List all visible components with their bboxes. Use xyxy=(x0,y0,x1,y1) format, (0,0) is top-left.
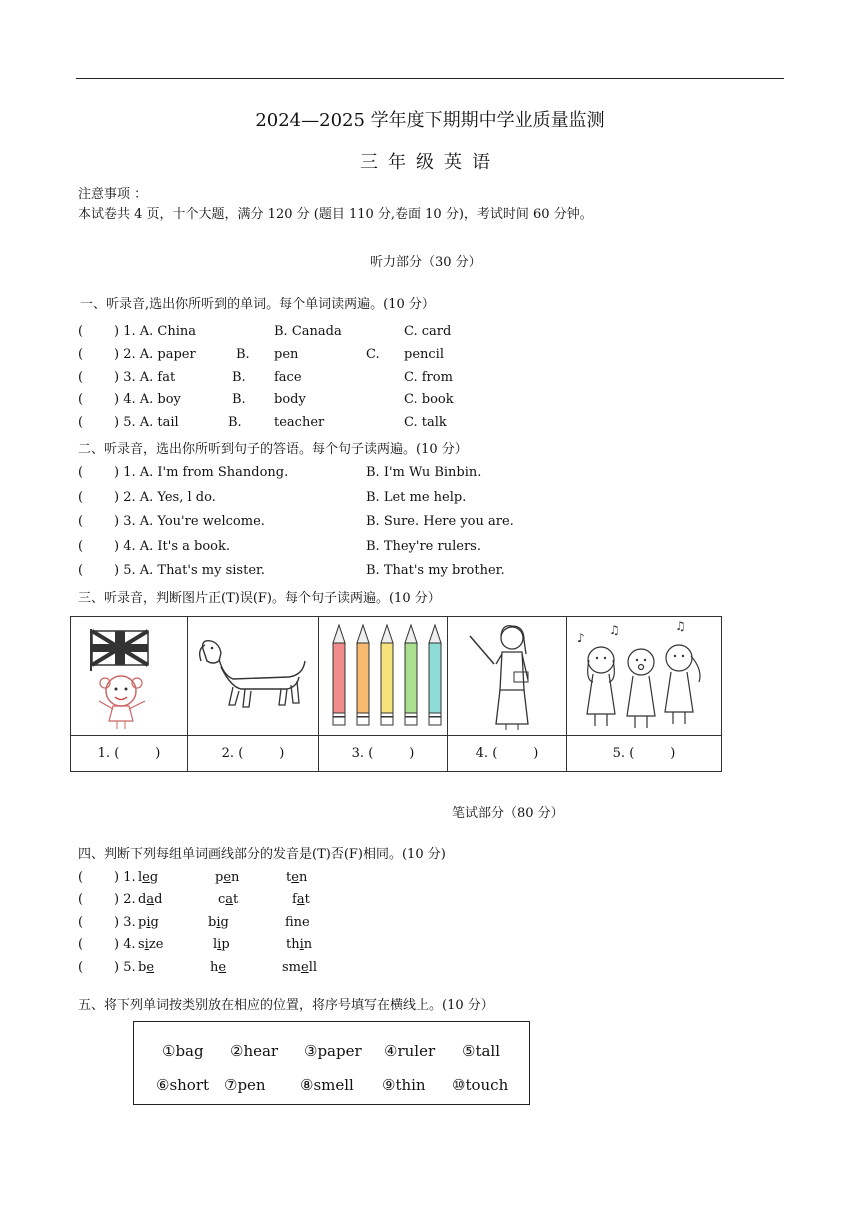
phonics-word xyxy=(286,937,312,952)
answer-paren[interactable]: ( xyxy=(78,490,84,505)
section5-heading: 五、将下列单词按类别放在相应的位置，将序号填写在横线上。(10 分） xyxy=(78,998,494,1013)
question-number: ) 5. xyxy=(114,960,136,975)
underlined-letter: a xyxy=(146,892,155,907)
response-option-b: B. Sure. Here you are. xyxy=(366,514,514,529)
word-part: f xyxy=(292,892,297,907)
question-option-a: ) 4. A. boy xyxy=(114,392,181,407)
word-part: l xyxy=(138,870,143,885)
word-part: g xyxy=(149,870,159,885)
picture-answer-number: 1. ( xyxy=(97,746,120,761)
picture-answer-close: ) xyxy=(670,746,676,761)
picture-answer-close: ) xyxy=(155,746,161,761)
picture-answer-cell[interactable] xyxy=(448,736,567,772)
word-item: ①bag xyxy=(162,1042,204,1060)
underlined-letter: i xyxy=(216,915,221,930)
picture-table xyxy=(70,616,722,772)
word-part: b xyxy=(138,960,147,975)
underlined-letter: e xyxy=(218,960,227,975)
phonics-word xyxy=(215,870,239,885)
answer-paren[interactable]: ( xyxy=(78,370,84,385)
phonics-word xyxy=(210,960,226,975)
picture-answer-number: 3. ( xyxy=(351,746,374,761)
section1-heading: 一、听录音,选出你所听到的单词。每个单词读两遍。(10 分） xyxy=(80,297,435,312)
word-part: t xyxy=(233,892,239,907)
option-b-letter: B. xyxy=(232,392,246,407)
underlined-letter: i xyxy=(144,937,149,952)
phonics-word xyxy=(138,937,163,952)
picture-answer-number: 4. ( xyxy=(475,746,498,761)
notice-label: 注意事项 ： xyxy=(78,187,148,202)
answer-paren[interactable]: ( xyxy=(78,960,84,975)
exam-subtitle: 三年级英语 xyxy=(360,152,500,173)
question-option-a: ) 5. A. tail xyxy=(114,415,179,430)
section4-heading: 四、判断下列每组单词画线部分的发音是(T)否(F)相同。(10 分) xyxy=(78,847,446,862)
answer-paren[interactable]: ( xyxy=(78,937,84,952)
answer-paren[interactable]: ( xyxy=(78,465,84,480)
answer-paren[interactable]: ( xyxy=(78,392,84,407)
word-part: n xyxy=(303,937,313,952)
word-part: d xyxy=(138,892,147,907)
word-part: s xyxy=(138,937,145,952)
option-c: C. talk xyxy=(404,415,447,430)
section3-heading: 三、听录音，判断图片正(T)误(F)。每个句子读两遍。(10 分） xyxy=(78,591,441,606)
question-option-a: ) 1. A. China xyxy=(114,324,196,339)
word-box xyxy=(133,1021,530,1105)
word-part: sm xyxy=(282,960,301,975)
underlined-letter: a xyxy=(296,892,305,907)
response-option-a: ) 4. A. It's a book. xyxy=(114,539,230,554)
phonics-word xyxy=(282,960,317,975)
phonics-word xyxy=(138,892,162,907)
pencils-icon xyxy=(323,621,443,731)
underlined-letter: a xyxy=(225,892,234,907)
phonics-word xyxy=(285,915,310,930)
question-number: ) 3. xyxy=(114,915,136,930)
word-part: t xyxy=(286,870,292,885)
listening-part-label: 听力部分（30 分） xyxy=(370,255,482,270)
picture-answer-cell[interactable] xyxy=(188,736,319,772)
word-item: ⑩touch xyxy=(452,1076,509,1094)
response-option-a: ) 5. A. That's my sister. xyxy=(114,563,265,578)
question-number: ) 4. xyxy=(114,937,136,952)
phonics-word xyxy=(138,915,159,930)
word-part: f xyxy=(285,915,294,930)
word-part: ze xyxy=(148,937,164,952)
picture-answer-number: 5. ( xyxy=(612,746,635,761)
question-option-a: ) 3. A. fat xyxy=(114,370,176,385)
phonics-word xyxy=(286,870,307,885)
underlined-letter: e xyxy=(146,960,155,975)
notice-text: 本试卷共 4 页，十个大题，满分 120 分 (题目 110 分,卷面 10 分)，考试时间 60 分钟。 xyxy=(78,207,593,222)
response-option-a: ) 3. A. You're welcome. xyxy=(114,514,265,529)
question-number: ) 1. xyxy=(114,870,136,885)
response-option-b: B. I'm Wu Binbin. xyxy=(366,465,482,480)
underlined-letter: i xyxy=(217,937,222,952)
option-b-letter: B. xyxy=(232,370,246,385)
response-option-b: B. Let me help. xyxy=(366,490,467,505)
answer-paren[interactable]: ( xyxy=(78,347,84,362)
pencils-picture xyxy=(319,617,448,736)
picture-answer-close: ) xyxy=(279,746,285,761)
word-part: g xyxy=(150,915,159,930)
word-item: ⑥short xyxy=(156,1076,210,1094)
question-option-a: ) 2. A. paper xyxy=(114,347,196,362)
singing-girls-picture xyxy=(567,617,722,736)
answer-paren[interactable]: ( xyxy=(78,514,84,529)
word-item: ⑦pen xyxy=(224,1076,266,1094)
picture-answer-cell[interactable] xyxy=(71,736,188,772)
word-part: ll xyxy=(308,960,318,975)
svg-text:♪: ♪ xyxy=(577,631,585,645)
word-part: p xyxy=(138,915,147,930)
picture-answer-close: ) xyxy=(533,746,539,761)
svg-text:♫: ♫ xyxy=(675,620,686,633)
word-part: l xyxy=(213,937,218,952)
word-part: b xyxy=(208,915,217,930)
option-b: body xyxy=(274,392,306,407)
answer-paren[interactable]: ( xyxy=(78,870,84,885)
response-option-b: B. That's my brother. xyxy=(366,563,505,578)
picture-answer-close: ) xyxy=(409,746,415,761)
word-part: h xyxy=(210,960,219,975)
underlined-letter: i xyxy=(146,915,151,930)
word-part: th xyxy=(286,937,300,952)
word-item: ⑨thin xyxy=(382,1076,426,1094)
underlined-letter: e xyxy=(223,870,232,885)
option-b: B. Canada xyxy=(274,324,342,339)
word-part: p xyxy=(221,937,230,952)
option-c: pencil xyxy=(404,347,444,362)
phonics-word xyxy=(218,892,238,907)
answer-paren[interactable]: ( xyxy=(78,563,84,578)
uk-flag-girl-icon xyxy=(79,621,179,731)
option-b: pen xyxy=(274,347,299,362)
option-c: C. from xyxy=(404,370,453,385)
uk-flag-girl-picture xyxy=(71,617,188,736)
word-part: d xyxy=(154,892,163,907)
picture-answer-number: 2. ( xyxy=(221,746,244,761)
underlined-letter: e xyxy=(301,960,309,975)
underlined-letter: e xyxy=(291,870,299,885)
phonics-word xyxy=(292,892,310,907)
underlined-letter: i xyxy=(299,937,304,952)
word-part: t xyxy=(304,892,310,907)
word-part: g xyxy=(220,915,229,930)
answer-paren[interactable]: ( xyxy=(78,539,84,554)
answer-paren[interactable]: ( xyxy=(78,415,84,430)
underlined-letter: e xyxy=(142,870,150,885)
word-part: ne xyxy=(293,915,310,930)
option-b: teacher xyxy=(274,415,325,430)
response-option-a: ) 1. A. I'm from Shandong. xyxy=(114,465,289,480)
option-c-letter: C. xyxy=(366,347,380,362)
exam-title: 2024—2025 学年度下期期中学业质量监测 xyxy=(255,110,605,131)
option-c: C. book xyxy=(404,392,454,407)
word-part: c xyxy=(218,892,226,907)
word-item: ⑤tall xyxy=(462,1042,501,1060)
answer-paren[interactable]: ( xyxy=(78,324,84,339)
word-part: n xyxy=(298,870,308,885)
section2-heading: 二、听录音，选出你所听到句子的答语。每个句子读两遍。(10 分） xyxy=(78,442,468,457)
response-option-a: ) 2. A. Yes, l do. xyxy=(114,490,216,505)
svg-text:♫: ♫ xyxy=(609,623,620,637)
option-b-letter: B. xyxy=(228,415,242,430)
phonics-word xyxy=(213,937,230,952)
word-item: ③paper xyxy=(304,1042,362,1060)
word-item: ⑧smell xyxy=(300,1076,354,1094)
option-b: face xyxy=(274,370,302,385)
option-b-letter: B. xyxy=(236,347,250,362)
word-part: p xyxy=(215,870,224,885)
option-c: C. card xyxy=(404,324,452,339)
phonics-word xyxy=(208,915,229,930)
answer-paren[interactable]: ( xyxy=(78,892,84,907)
writing-part-label: 笔试部分（80 分） xyxy=(452,806,564,821)
phonics-word xyxy=(138,870,158,885)
teacher-icon xyxy=(462,620,552,732)
dog-icon xyxy=(193,631,313,721)
phonics-word xyxy=(138,960,154,975)
response-option-b: B. They're rulers. xyxy=(366,539,481,554)
teacher-picture xyxy=(448,617,567,736)
word-item: ②hear xyxy=(230,1042,279,1060)
word-item: ④ruler xyxy=(384,1042,436,1060)
picture-answer-cell[interactable] xyxy=(567,736,722,772)
top-rule xyxy=(76,78,784,79)
singing-girls-icon xyxy=(571,620,717,732)
dog-picture xyxy=(188,617,319,736)
answer-paren[interactable]: ( xyxy=(78,915,84,930)
word-part: n xyxy=(231,870,240,885)
picture-answer-cell[interactable] xyxy=(319,736,448,772)
question-number: ) 2. xyxy=(114,892,136,907)
